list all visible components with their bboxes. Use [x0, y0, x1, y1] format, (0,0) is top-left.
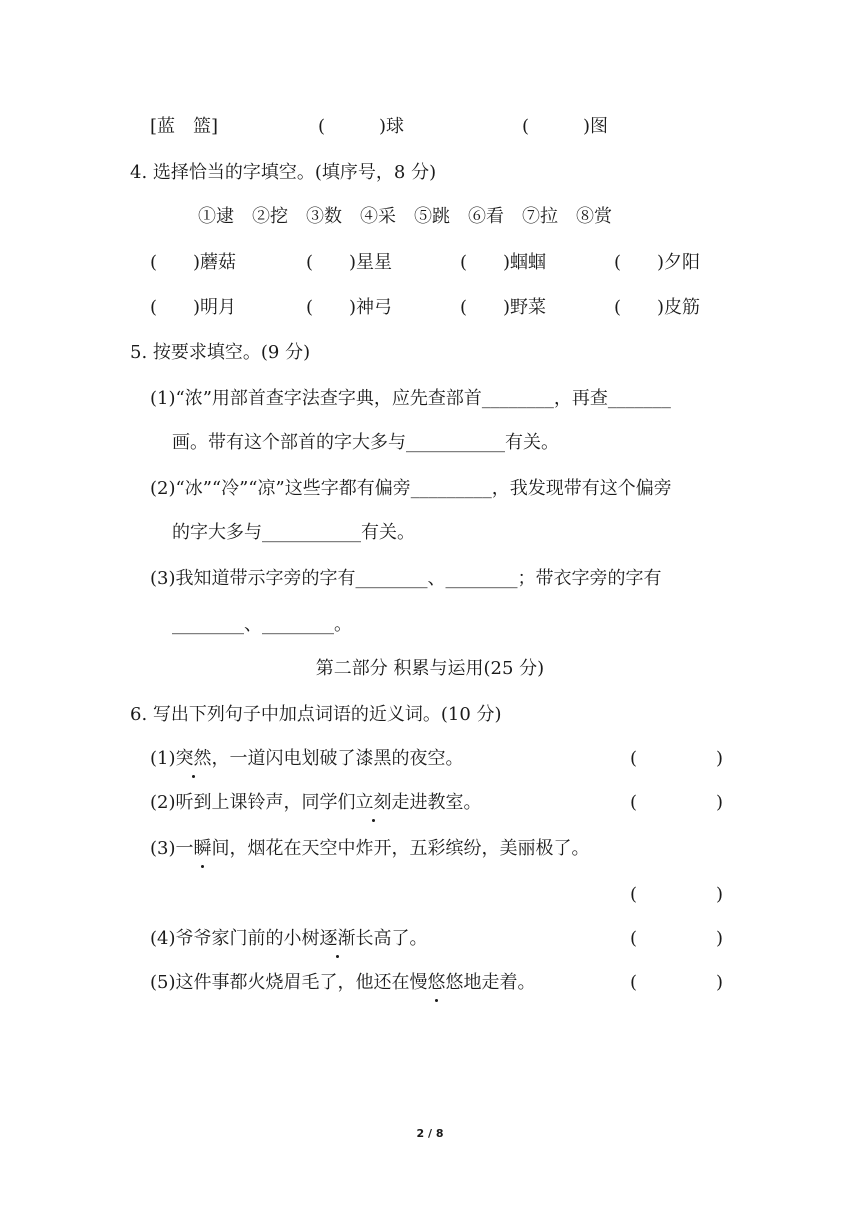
fill-blank-ball[interactable]: ( )球	[318, 116, 405, 137]
q6-s2-dotted-word: 立刻	[356, 790, 392, 816]
q6-s4-dotted-word: 逐渐	[320, 926, 356, 952]
q6-sentence-1	[150, 746, 464, 772]
q5-line-5[interactable]: (3)我知道带示字旁的字有________、________；带衣字旁的字有	[150, 568, 662, 589]
q6-sentence-5	[150, 970, 536, 996]
question-4-title: 4. 选择恰当的字填空。(填序号，8 分)	[130, 162, 437, 183]
q4-row1-item-3[interactable]: ( )蝈蝈	[460, 252, 547, 273]
question-6-title: 6. 写出下列句子中加点词语的近义词。(10 分)	[130, 704, 502, 725]
q4-row1-item-1[interactable]: ( )蘑菇	[150, 252, 237, 273]
q6-s3-paren-left[interactable]: (	[630, 884, 638, 905]
word-pair-bracket: [蓝 篮]	[150, 116, 219, 137]
q4-row1-item-4[interactable]: ( )夕阳	[614, 252, 701, 273]
q6-s1-paren-left[interactable]: (	[630, 748, 638, 769]
q6-s2-paren-left[interactable]: (	[630, 792, 638, 813]
q4-row2-item-3[interactable]: ( )野菜	[460, 297, 547, 318]
q6-s4-prefix: (4)爷爷家门前的小树	[150, 928, 320, 949]
q5-line-2[interactable]: 画。带有这个部首的字大多与___________有关。	[172, 432, 559, 453]
question-4-options: ①逮 ②挖 ③数 ④采 ⑤跳 ⑥看 ⑦拉 ⑧赏	[198, 206, 612, 227]
q4-row2-item-4[interactable]: ( )皮筋	[614, 297, 701, 318]
q6-s3-prefix: (3)	[150, 838, 176, 859]
q6-s4-paren-left[interactable]: (	[630, 928, 638, 949]
q6-s3-paren-right[interactable]: )	[716, 884, 724, 905]
q6-s2-prefix: (2)听到上课铃声，同学们	[150, 792, 356, 813]
q5-line-3[interactable]: (2)“冰”“冷”“凉”这些字都有偏旁_________，我发现带有这个偏旁	[150, 478, 672, 499]
q5-line-1[interactable]: (1)“浓”用部首查字法查字典，应先查部首________，再查_______	[150, 388, 671, 409]
q6-s3-suffix: ，烟花在天空中炸开，五彩缤纷，美丽极了。	[229, 838, 590, 859]
q6-s5-prefix: (5)这件事都火烧眉毛了，他还在	[150, 972, 410, 993]
section-2-heading: 第二部分 积累与运用(25 分)	[315, 658, 545, 679]
q6-s4-paren-right[interactable]: )	[716, 928, 724, 949]
q6-s2-paren-right[interactable]: )	[716, 792, 724, 813]
q6-sentence-3	[150, 836, 590, 862]
q6-s1-dotted-word: 突然	[176, 746, 212, 772]
q6-s5-suffix: 地走着。	[463, 972, 536, 993]
q4-row1-item-2[interactable]: ( )星星	[306, 252, 393, 273]
q6-s5-paren-right[interactable]: )	[716, 972, 724, 993]
q6-s5-dotted-word: 慢悠悠	[410, 970, 464, 996]
q6-s1-paren-right[interactable]: )	[716, 748, 724, 769]
q6-s1-prefix: (1)	[150, 748, 176, 769]
q6-s4-suffix: 长高了。	[355, 928, 428, 949]
q4-row2-item-1[interactable]: ( )明月	[150, 297, 237, 318]
q6-s2-suffix: 走进教室。	[391, 792, 482, 813]
q5-line-6[interactable]: ________、________。	[172, 614, 352, 635]
q5-line-4[interactable]: 的字大多与___________有关。	[172, 522, 415, 543]
q4-row2-item-2[interactable]: ( )神弓	[306, 297, 393, 318]
q6-s1-suffix: ，一道闪电划破了漆黑的夜空。	[211, 748, 464, 769]
page-number: 2 / 8	[416, 1127, 444, 1140]
q6-sentence-2	[150, 790, 482, 816]
question-5-title: 5. 按要求填空。(9 分)	[130, 342, 311, 363]
q6-s3-dotted-word: 一瞬间	[176, 836, 230, 862]
fill-blank-picture[interactable]: ( )图	[522, 116, 609, 137]
q6-sentence-4	[150, 926, 428, 952]
q6-s5-paren-left[interactable]: (	[630, 972, 638, 993]
